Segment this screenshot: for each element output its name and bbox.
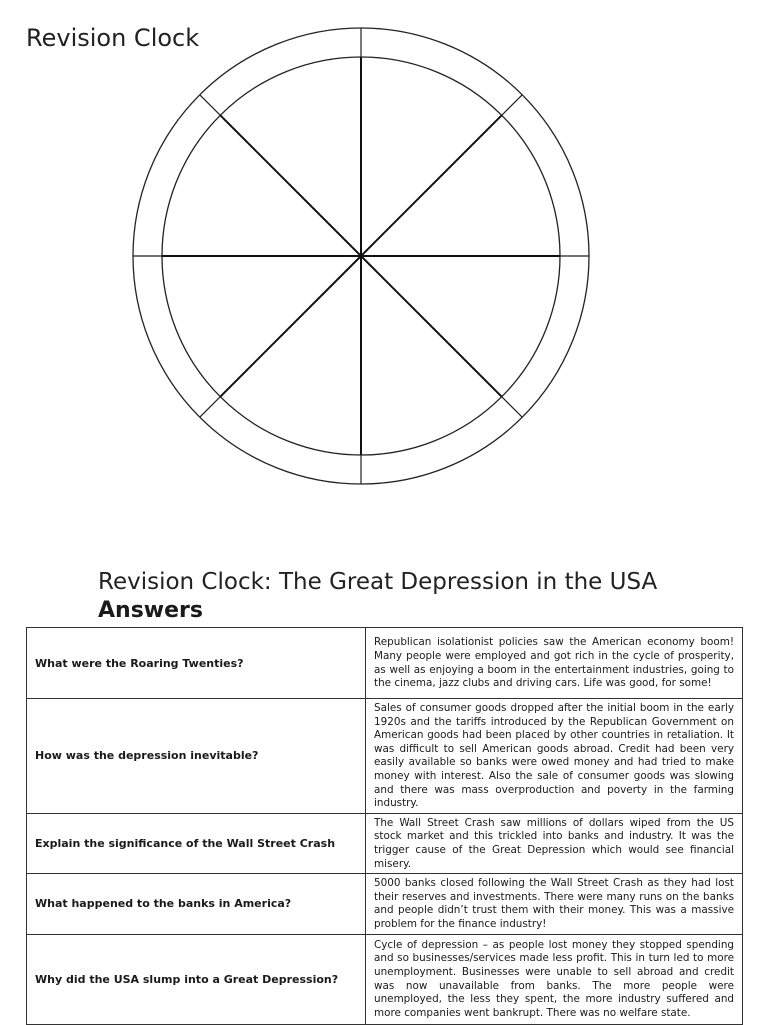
answer-cell: Sales of consumer goods dropped after the initial boom in the early 1920s and the tariffs introduced by the Republican Government on American goods had been placed by other countries in retaliation. It was difficult to sell American goods abroad. Credit had been very easily available so banks were owed money and had tried to make money with interest. Also the sale of consumer goods was slowing and there was mass overproduction and poverty in the farming industry.	[366, 699, 743, 814]
question-cell: Why did the USA slump into a Great Depression?	[27, 934, 366, 1024]
answer-cell: Republican isolationist policies saw the American economy boom! Many people were employed and got rich in the cycle of prosperity, as well as enjoying a boom in the entertainment industries, going to the cinema, jazz clubs and driving cars. Life was good, for some!	[366, 628, 743, 699]
table-row	[27, 934, 743, 1024]
revision-clock	[0, 0, 768, 500]
answers-title: Revision Clock: The Great Depression in the USA	[98, 569, 658, 595]
clock-band-divider	[200, 95, 221, 116]
clock-spoke	[220, 115, 361, 256]
table-row	[27, 874, 743, 934]
clock-spoke	[220, 256, 361, 397]
answer-cell: Cycle of depression – as people lost money they stopped spending and so businesses/services made less profit. This in turn led to more unemployment. Businesses were unable to sell abroad and credit was now unavailable from banks. The more people were unemployed, the less they spent, the more industry suffered and more companies went bankrupt. There was no welfare state.	[366, 934, 743, 1024]
answer-cell: The Wall Street Crash saw millions of dollars wiped from the US stock market and this trickled into banks and industry. It was the trigger cause of the Great Depression which would see financial misery.	[366, 813, 743, 873]
answers-heading: Answers	[98, 598, 203, 623]
clock-spoke	[361, 115, 502, 256]
clock-band-divider	[200, 397, 221, 418]
answer-cell: 5000 banks closed following the Wall Street Crash as they had lost their reserves and investments. There were many runs on the banks and people didn’t trust them with their money. This was a massive problem for the finance industry!	[366, 874, 743, 934]
clock-band-divider	[502, 397, 523, 418]
clock-spokes	[133, 28, 589, 484]
clock-band-divider	[502, 95, 523, 116]
clock-title: Revision Clock	[26, 24, 200, 52]
question-cell: How was the depression inevitable?	[27, 699, 366, 814]
table-row	[27, 813, 743, 873]
question-cell: What happened to the banks in America?	[27, 874, 366, 934]
answers-table	[26, 627, 743, 1025]
question-cell: Explain the significance of the Wall Street Crash	[27, 813, 366, 873]
table-row	[27, 628, 743, 699]
table-row	[27, 699, 743, 814]
question-cell: What were the Roaring Twenties?	[27, 628, 366, 699]
clock-spoke	[361, 256, 502, 397]
